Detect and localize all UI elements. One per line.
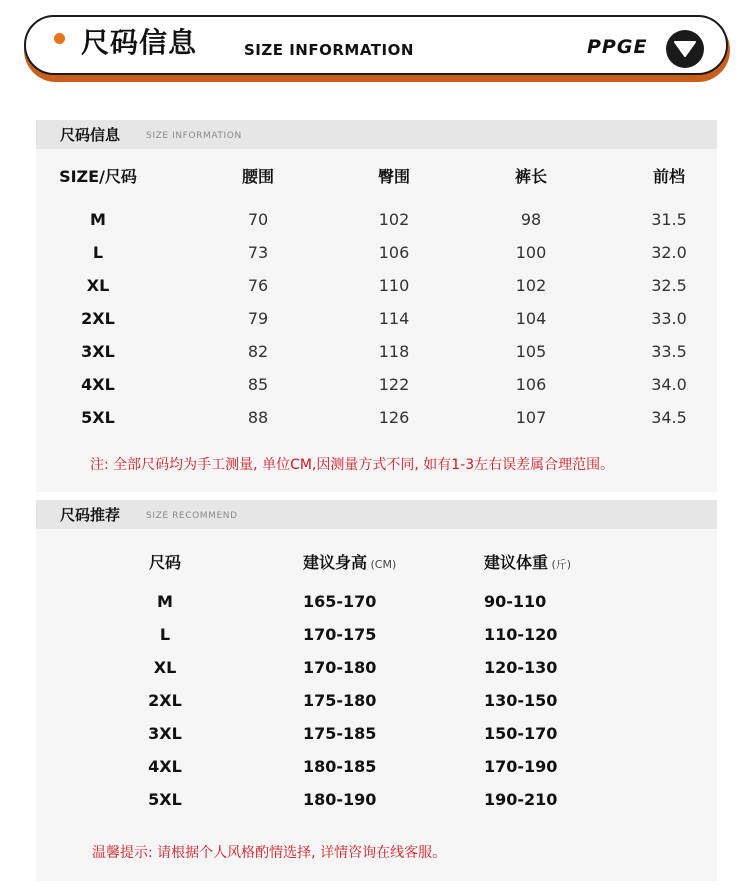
size-info-value-cell: 70	[247, 210, 269, 229]
size-info-value-cell: 79	[247, 309, 269, 328]
size-recommend-column-header: 建议体重 (斤)	[484, 553, 572, 572]
size-info-value-cell: 33.0	[651, 309, 687, 328]
size-recommend-value-cell: 180-185	[303, 757, 377, 776]
size-recommend-value-cell: 170-175	[303, 625, 377, 644]
size-info-value-cell: 107	[515, 408, 547, 427]
size-recommend-value-cell: 190-210	[484, 790, 558, 809]
size-recommend-header	[36, 500, 717, 529]
size-info-value-cell: 105	[515, 342, 547, 361]
size-info-size-cell: 5XL	[81, 408, 115, 427]
size-recommend-size-cell: XL	[153, 658, 177, 677]
size-info-value-cell: 32.5	[651, 276, 687, 295]
size-info-value-cell: 126	[378, 408, 410, 427]
brand-logo: PPGE	[587, 36, 648, 58]
size-info-value-cell: 104	[515, 309, 547, 328]
size-info-value-cell: 106	[515, 375, 547, 394]
size-recommend-value-cell: 165-170	[303, 592, 377, 611]
size-info-value-cell: 114	[378, 309, 410, 328]
size-info-value-cell: 100	[515, 243, 547, 262]
size-recommend-note: 温馨提示: 请根据个人风格酌情选择, 详情咨询在线客服。	[92, 845, 447, 861]
size-recommend-panel	[36, 500, 717, 881]
size-recommend-label-en: SIZE RECOMMEND	[146, 511, 238, 521]
size-info-value-cell: 82	[247, 342, 269, 361]
size-recommend-column-header: 尺码	[148, 553, 182, 572]
size-recommend-value-cell: 175-185	[303, 724, 377, 743]
size-info-size-cell: 4XL	[81, 375, 115, 394]
page-subtitle: SIZE INFORMATION	[244, 41, 414, 59]
size-recommend-size-cell: 4XL	[148, 757, 182, 776]
size-info-value-cell: 32.0	[651, 243, 687, 262]
size-info-size-cell: 3XL	[81, 342, 115, 361]
chevron-down-icon[interactable]	[665, 29, 705, 69]
size-recommend-value-cell: 90-110	[484, 592, 547, 611]
size-recommend-value-cell: 170-190	[484, 757, 558, 776]
size-info-value-cell: 73	[247, 243, 269, 262]
size-info-label: 尺码信息	[60, 126, 121, 144]
size-info-value-cell: 102	[515, 276, 547, 295]
size-recommend-column-header: 建议身高 (CM)	[303, 553, 397, 572]
size-recommend-label: 尺码推荐	[60, 506, 121, 524]
size-recommend-size-cell: L	[159, 625, 171, 644]
size-recommend-value-cell: 175-180	[303, 691, 377, 710]
size-recommend-size-cell: 2XL	[148, 691, 182, 710]
orange-dot-icon	[54, 33, 65, 44]
size-info-value-cell: 34.5	[651, 408, 687, 427]
size-info-size-cell: XL	[86, 276, 110, 295]
size-info-value-cell: 122	[378, 375, 410, 394]
size-recommend-value-cell: 110-120	[484, 625, 558, 644]
size-info-value-cell: 98	[520, 210, 542, 229]
size-info-value-cell: 102	[378, 210, 410, 229]
size-recommend-value-cell: 130-150	[484, 691, 558, 710]
size-info-value-cell: 118	[378, 342, 410, 361]
size-recommend-value-cell: 120-130	[484, 658, 558, 677]
size-info-size-cell: 2XL	[81, 309, 115, 328]
size-recommend-size-cell: 3XL	[148, 724, 182, 743]
size-info-value-cell: 31.5	[651, 210, 687, 229]
size-info-header	[36, 120, 717, 149]
size-info-size-cell: M	[90, 210, 106, 229]
size-info-column-header: 臀围	[377, 167, 411, 186]
size-info-value-cell: 85	[247, 375, 269, 394]
size-info-label-en: SIZE INFORMATION	[146, 131, 242, 141]
size-info-panel	[36, 120, 717, 492]
size-info-column-header: 腰围	[241, 167, 275, 186]
size-info-size-cell: L	[92, 243, 104, 262]
size-info-value-cell: 88	[247, 408, 269, 427]
size-info-value-cell: 76	[247, 276, 269, 295]
size-recommend-value-cell: 150-170	[484, 724, 558, 743]
size-info-value-cell: 106	[378, 243, 410, 262]
size-recommend-size-cell: 5XL	[148, 790, 182, 809]
size-recommend-value-cell: 180-190	[303, 790, 377, 809]
size-info-value-cell: 34.0	[651, 375, 687, 394]
size-info-column-header: SIZE/尺码	[59, 167, 137, 186]
page-title: 尺码信息	[81, 26, 198, 59]
size-recommend-value-cell: 170-180	[303, 658, 377, 677]
size-info-column-header: 裤长	[514, 167, 548, 186]
size-info-column-header: 前档	[652, 167, 686, 186]
size-recommend-size-cell: M	[157, 592, 173, 611]
size-info-note: 注: 全部尺码均为手工测量, 单位CM,因测量方式不同, 如有1-3左右误差属合理范围。	[90, 457, 615, 473]
size-info-value-cell: 33.5	[651, 342, 687, 361]
size-info-value-cell: 110	[378, 276, 410, 295]
